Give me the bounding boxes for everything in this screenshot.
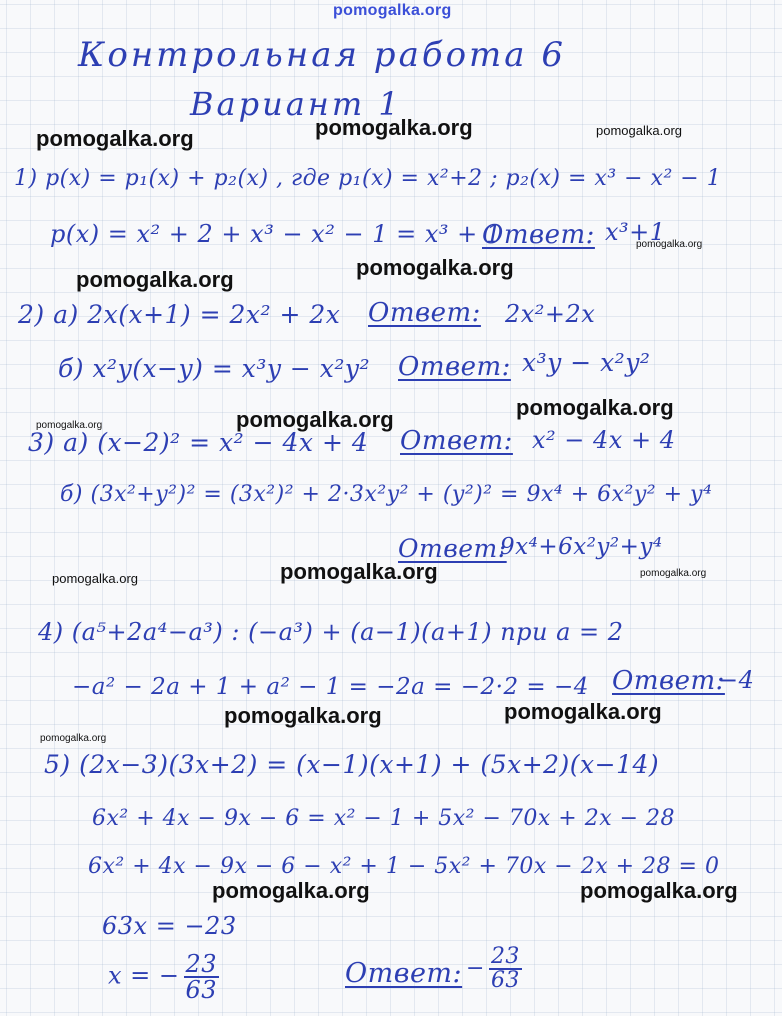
watermark: pomogalka.org	[516, 395, 674, 420]
task5-line2: 6x² + 4x − 9x − 6 = x² − 1 + 5x² − 70x + 2x − 28	[92, 806, 676, 831]
watermark: pomogalka.org	[40, 733, 107, 744]
watermark: pomogalka.org	[280, 559, 438, 584]
answer-2b: x³y − x²y²	[522, 348, 651, 377]
watermark: pomogalka.org	[315, 115, 473, 140]
answer-label-2a: Ответ:	[368, 298, 481, 328]
answer-5	[466, 946, 522, 992]
answer-5-numerator: 23	[490, 944, 520, 969]
task1-line2: p(x) = x² + 2 + x³ − x² − 1 = x³ + 1	[50, 220, 502, 248]
site-link[interactable]: pomogalka.org	[333, 2, 452, 19]
x-equals: x = −	[108, 961, 180, 990]
task2b-line: б) x²y(x−y) = x³y − x²y²	[58, 354, 371, 383]
task3a-line: 3) a) (x−2)² = x² − 4x + 4	[28, 428, 369, 457]
watermark: pomogalka.org	[36, 126, 194, 151]
task5-line1: 5) (2x−3)(3x+2) = (x−1)(x+1) + (5x+2)(x−14)	[44, 750, 660, 779]
watermark: pomogalka.org	[356, 255, 514, 280]
fraction-denominator: 63	[185, 976, 218, 1004]
answer-4: −4	[718, 666, 755, 694]
variant-heading: Вариант 1	[190, 85, 402, 123]
watermark: pomogalka.org	[212, 878, 370, 903]
watermark: pomogalka.org	[640, 568, 707, 579]
task4-line1: 4) (a⁵+2a⁴−a³) : (−a³) + (a−1)(a+1) при a = 2	[38, 618, 624, 646]
task1-line1: 1) p(x) = p₁(x) + p₂(x) , где p₁(x) = x²+2 ; p₂(x) = x³ − x² − 1	[14, 166, 722, 191]
task2a-line: 2) a) 2x(x+1) = 2x² + 2x	[18, 300, 341, 329]
watermark: pomogalka.org	[36, 420, 103, 431]
answer-3a: x² − 4x + 4	[532, 426, 676, 454]
worksheet-title: Контрольная работа 6	[78, 35, 567, 75]
answer-label-1: Ответ:	[482, 220, 595, 250]
watermark: pomogalka.org	[636, 239, 703, 250]
answer-5-sign: −	[466, 956, 485, 981]
watermark: pomogalka.org	[596, 123, 682, 138]
watermark: pomogalka.org	[224, 703, 382, 728]
answer-3b: 9x⁴+6x²y²+y⁴	[500, 534, 663, 560]
answer-label-5: Ответ:	[345, 958, 463, 989]
answer-label-3b: Ответ:	[398, 534, 507, 563]
task3b-line: б) (3x²+y²)² = (3x²)² + 2·3x²y² + (y²)² = 9x⁴ + 6x²y² + y⁴	[60, 482, 713, 507]
answer-5-fraction	[489, 946, 522, 992]
watermark: pomogalka.org	[236, 407, 394, 432]
answer-2a: 2x²+2x	[505, 300, 596, 328]
answer-label-3a: Ответ:	[400, 426, 513, 456]
task4-line2: −a² − 2a + 1 + a² − 1 = −2a = −2·2 = −4	[72, 674, 589, 700]
answer-1: x³+1	[605, 218, 666, 246]
fraction-solution	[184, 952, 220, 1002]
fraction-numerator: 23	[185, 950, 218, 978]
answer-label-4: Ответ:	[612, 666, 725, 696]
watermark: pomogalka.org	[504, 699, 662, 724]
answer-label-2b: Ответ:	[398, 352, 511, 382]
task5-line4: 63x = −23	[102, 912, 237, 940]
answer-5-denominator: 63	[490, 968, 520, 993]
watermark: pomogalka.org	[76, 267, 234, 292]
task5-line5	[108, 952, 219, 1002]
watermark: pomogalka.org	[580, 878, 738, 903]
watermark: pomogalka.org	[52, 571, 138, 586]
task5-line3: 6x² + 4x − 9x − 6 − x² + 1 − 5x² + 70x − 2x + 28 = 0	[88, 854, 720, 879]
